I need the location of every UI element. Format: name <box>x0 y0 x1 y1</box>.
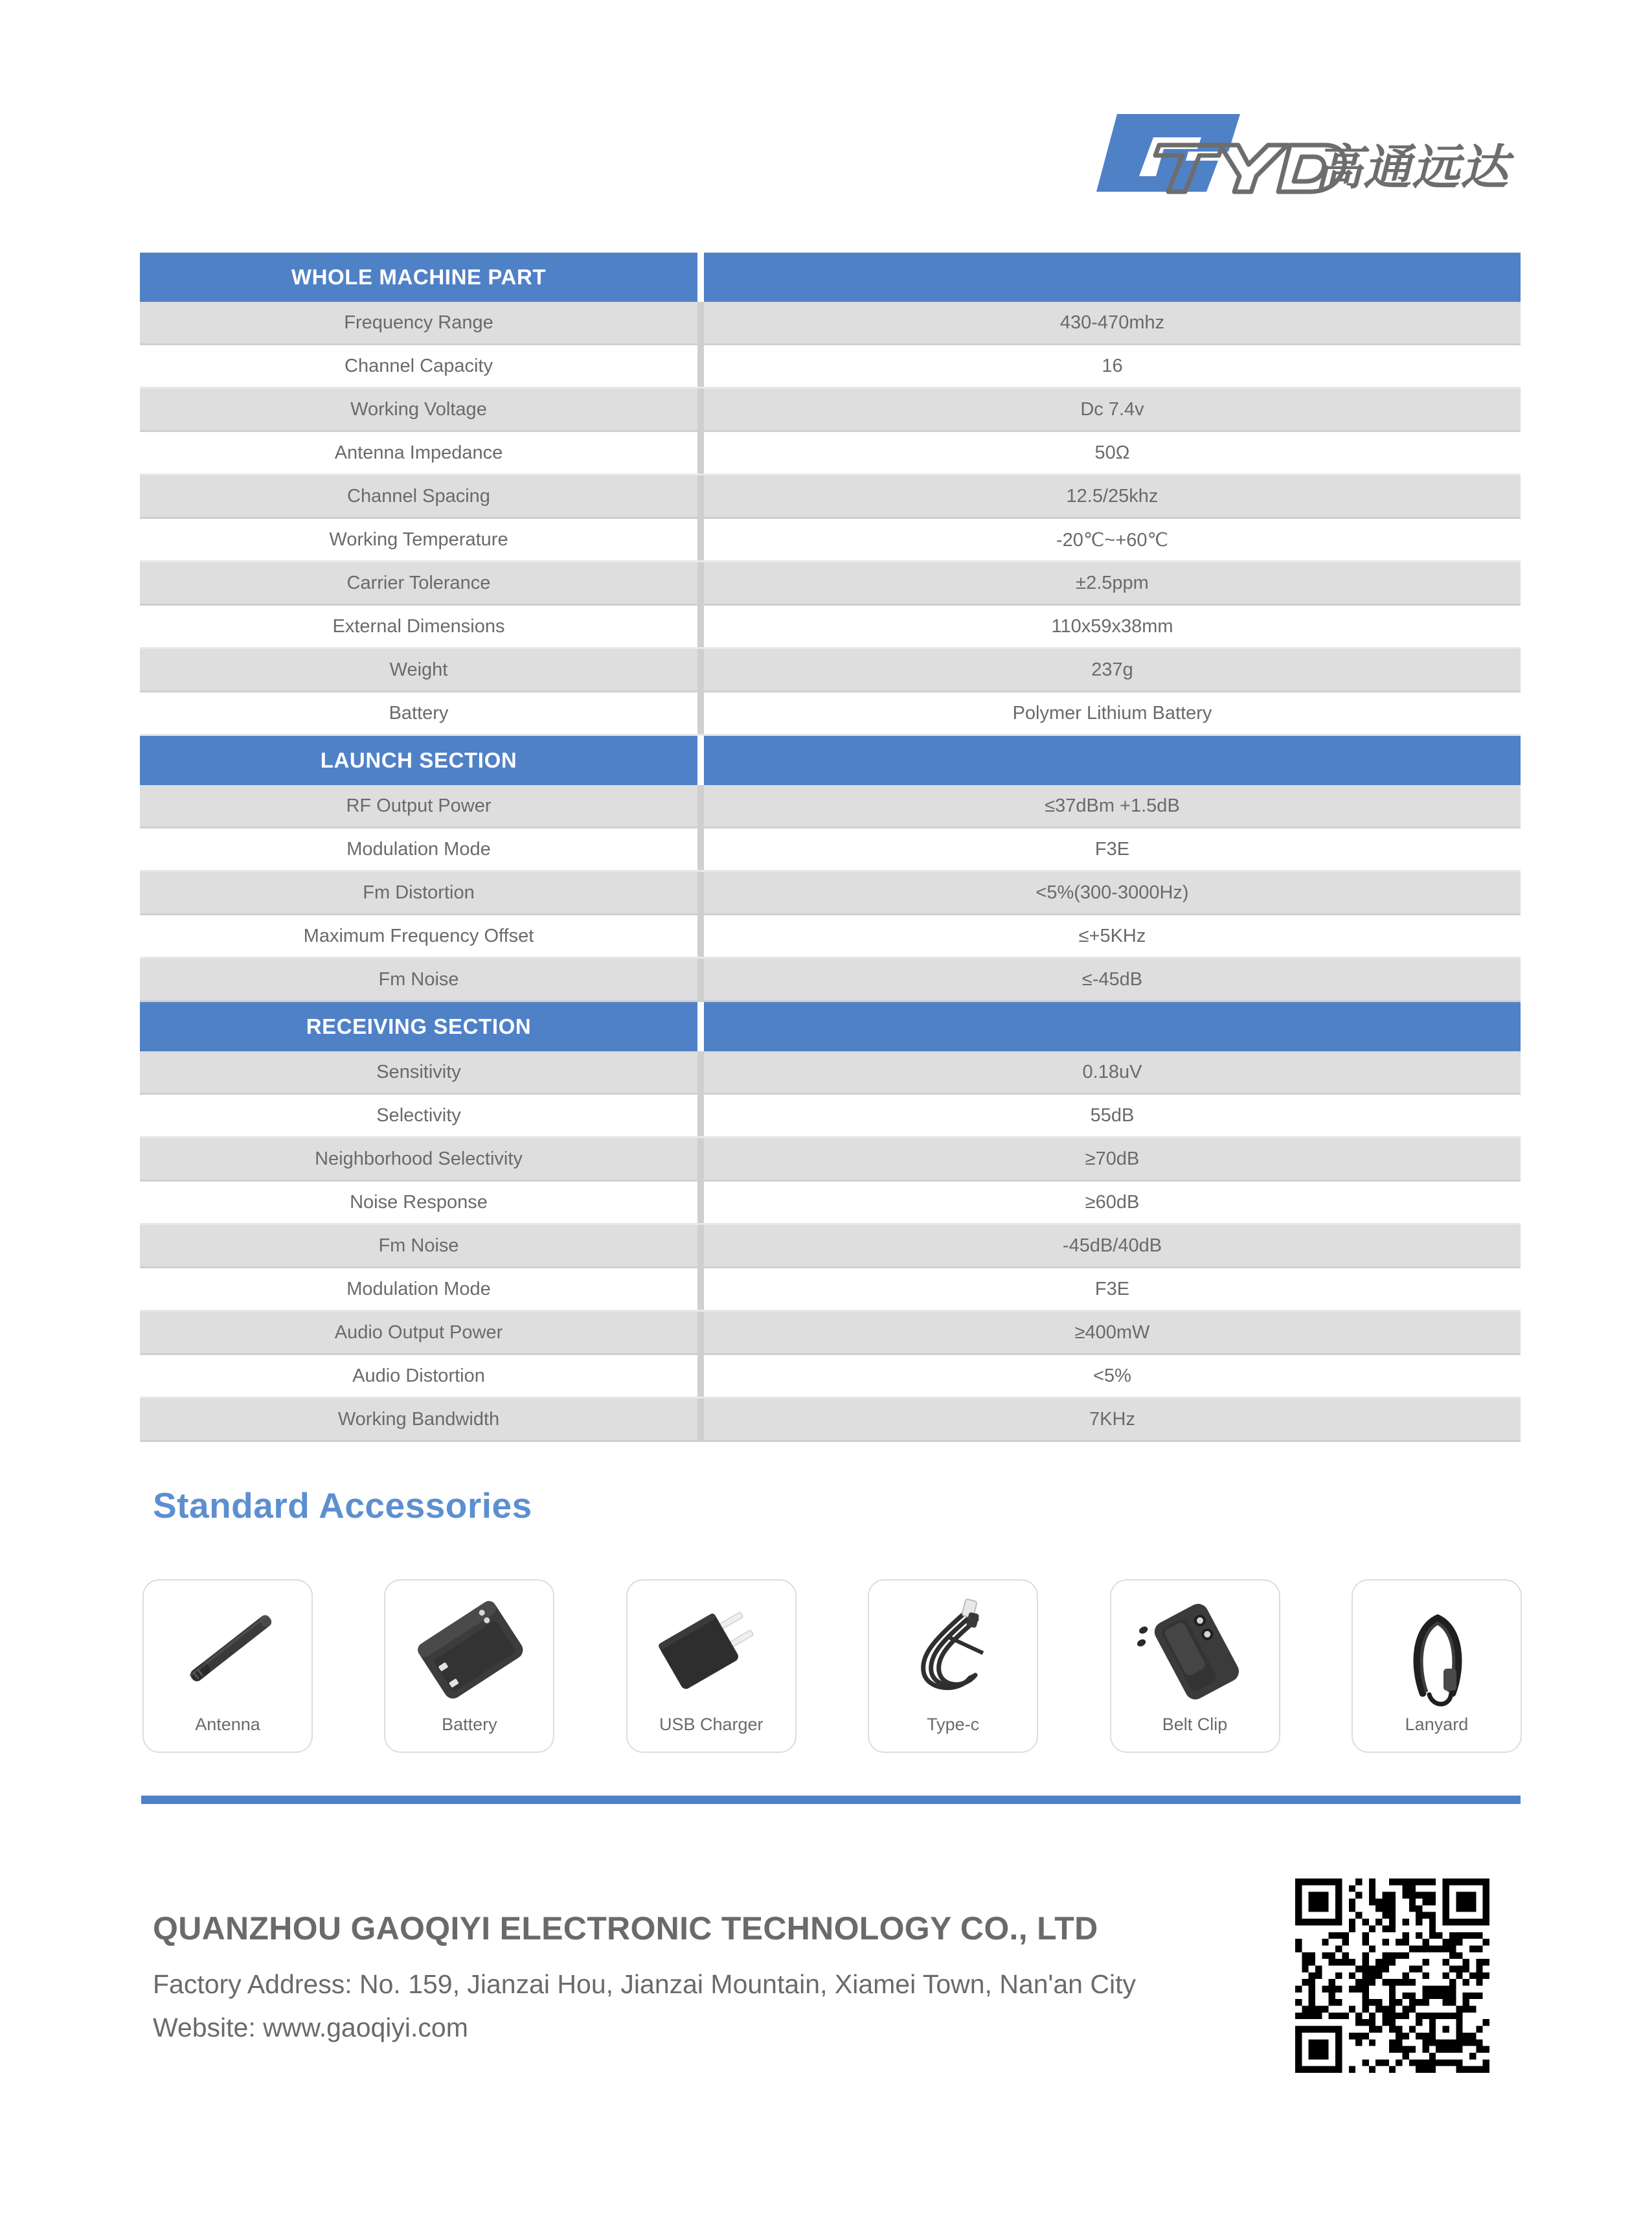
spec-value: 430-470mhz <box>704 302 1521 343</box>
spec-row <box>140 1051 1521 1095</box>
spec-value: 7KHz <box>704 1399 1521 1440</box>
spec-label: Channel Spacing <box>140 475 697 517</box>
spec-label: Working Voltage <box>140 389 697 430</box>
spec-value: ≤-45dB <box>704 959 1521 1000</box>
column-divider <box>697 692 704 734</box>
column-divider <box>697 915 704 957</box>
column-divider <box>697 253 704 302</box>
footer-divider <box>141 1796 1521 1804</box>
accessory-card[interactable] <box>1352 1579 1522 1753</box>
spec-section-title: RECEIVING SECTION <box>140 1002 697 1051</box>
spec-section-header <box>140 1002 1521 1051</box>
spec-label: Battery <box>140 692 697 734</box>
spec-value: 50Ω <box>704 432 1521 474</box>
spec-value: F3E <box>704 828 1521 870</box>
battery-image-icon <box>385 1590 553 1711</box>
column-divider <box>697 1225 704 1266</box>
accessory-label: Type-c <box>927 1715 980 1734</box>
spec-value: ≤+5KHz <box>704 915 1521 957</box>
column-divider <box>697 1138 704 1180</box>
usb-charger-image-icon <box>628 1590 795 1711</box>
spec-label: Selectivity <box>140 1095 697 1136</box>
spec-label: Fm Distortion <box>140 872 697 913</box>
spec-row <box>140 1312 1521 1355</box>
column-divider <box>697 828 704 870</box>
accessory-card[interactable] <box>1110 1579 1280 1753</box>
spec-label: Audio Distortion <box>140 1355 697 1397</box>
column-divider <box>697 562 704 604</box>
spec-row <box>140 345 1521 389</box>
spec-label: Maximum Frequency Offset <box>140 915 697 957</box>
spec-value: 0.18uV <box>704 1051 1521 1093</box>
spec-row <box>140 1182 1521 1225</box>
spec-row <box>140 1225 1521 1268</box>
column-divider <box>697 1182 704 1223</box>
qr-code-icon <box>1295 1879 1489 2073</box>
spec-row <box>140 475 1521 519</box>
spec-value: -20℃~+60℃ <box>704 519 1521 560</box>
antenna-image-icon <box>144 1590 311 1711</box>
spec-value: ±2.5ppm <box>704 562 1521 604</box>
spec-label: Weight <box>140 649 697 691</box>
spec-row <box>140 959 1521 1002</box>
spec-label: Carrier Tolerance <box>140 562 697 604</box>
spec-label: Working Temperature <box>140 519 697 560</box>
logo-chinese-text: 高通远达 <box>1315 140 1509 196</box>
column-divider <box>697 606 704 647</box>
footer-block <box>153 1910 1293 2043</box>
company-logo <box>1056 96 1509 206</box>
spec-value: 12.5/25khz <box>704 475 1521 517</box>
spec-row <box>140 692 1521 736</box>
specification-table <box>140 253 1521 1442</box>
spec-row <box>140 302 1521 345</box>
spec-value: 110x59x38mm <box>704 606 1521 647</box>
spec-row <box>140 432 1521 475</box>
column-divider <box>697 872 704 913</box>
spec-value: 55dB <box>704 1095 1521 1136</box>
column-divider <box>697 1095 704 1136</box>
spec-value: ≥70dB <box>704 1138 1521 1180</box>
spec-label: Channel Capacity <box>140 345 697 387</box>
spec-row <box>140 828 1521 872</box>
spec-row <box>140 1399 1521 1442</box>
spec-section-title: LAUNCH SECTION <box>140 736 697 785</box>
accessory-label: Battery <box>442 1715 497 1734</box>
spec-value: Polymer Lithium Battery <box>704 692 1521 734</box>
spec-row <box>140 915 1521 959</box>
spec-section-header <box>140 253 1521 302</box>
spec-row <box>140 389 1521 432</box>
spec-value: ≤37dBm +1.5dB <box>704 785 1521 827</box>
spec-section-blank <box>704 253 1521 302</box>
spec-row <box>140 872 1521 915</box>
spec-row <box>140 562 1521 606</box>
column-divider <box>697 1355 704 1397</box>
spec-value: <5%(300-3000Hz) <box>704 872 1521 913</box>
factory-address: Factory Address: No. 159, Jianzai Hou, Jianzai Mountain, Xiamei Town, Nan'an City <box>153 1969 1136 1999</box>
column-divider <box>697 785 704 827</box>
spec-label: Neighborhood Selectivity <box>140 1138 697 1180</box>
belt-clip-image-icon <box>1111 1590 1279 1711</box>
spec-label: External Dimensions <box>140 606 697 647</box>
spec-value: ≥400mW <box>704 1312 1521 1353</box>
spec-row <box>140 606 1521 649</box>
spec-label: Fm Noise <box>140 959 697 1000</box>
spec-label: Fm Noise <box>140 1225 697 1266</box>
column-divider <box>697 1312 704 1353</box>
column-divider <box>697 1399 704 1440</box>
spec-label: RF Output Power <box>140 785 697 827</box>
column-divider <box>697 1002 704 1051</box>
accessory-label: USB Charger <box>659 1715 764 1734</box>
spec-section-blank <box>704 1002 1521 1051</box>
spec-value: Dc 7.4v <box>704 389 1521 430</box>
spec-value: -45dB/40dB <box>704 1225 1521 1266</box>
column-divider <box>697 475 704 517</box>
accessory-label: Antenna <box>195 1715 260 1734</box>
spec-section-title: WHOLE MACHINE PART <box>140 253 697 302</box>
spec-section-header <box>140 736 1521 785</box>
spec-value: 237g <box>704 649 1521 691</box>
column-divider <box>697 1268 704 1310</box>
accessories-card-row <box>142 1579 1522 1753</box>
spec-label: Noise Response <box>140 1182 697 1223</box>
column-divider <box>697 345 704 387</box>
accessory-card[interactable] <box>626 1579 797 1753</box>
spec-value: F3E <box>704 1268 1521 1310</box>
accessory-card[interactable] <box>384 1579 554 1753</box>
spec-row <box>140 785 1521 828</box>
column-divider <box>697 736 704 785</box>
spec-value: 16 <box>704 345 1521 387</box>
spec-section-blank <box>704 736 1521 785</box>
column-divider <box>697 959 704 1000</box>
spec-row <box>140 1138 1521 1182</box>
accessory-label: Lanyard <box>1405 1715 1469 1734</box>
column-divider <box>697 432 704 474</box>
accessory-label: Belt Clip <box>1162 1715 1228 1734</box>
column-divider <box>697 389 704 430</box>
spec-label: Modulation Mode <box>140 1268 697 1310</box>
spec-row <box>140 519 1521 562</box>
column-divider <box>697 649 704 691</box>
spec-label: Frequency Range <box>140 302 697 343</box>
spec-value: <5% <box>704 1355 1521 1397</box>
column-divider <box>697 1051 704 1093</box>
website-line: Website: www.gaoqiyi.com <box>153 2013 468 2042</box>
spec-label: Audio Output Power <box>140 1312 697 1353</box>
column-divider <box>697 302 704 343</box>
spec-row <box>140 1095 1521 1138</box>
spec-row <box>140 649 1521 692</box>
spec-label: Working Bandwidth <box>140 1399 697 1440</box>
spec-label: Sensitivity <box>140 1051 697 1093</box>
column-divider <box>697 519 704 560</box>
spec-value: ≥60dB <box>704 1182 1521 1223</box>
accessories-heading: Standard Accessories <box>153 1485 532 1525</box>
company-name: QUANZHOU GAOQIYI ELECTRONIC TECHNOLOGY CO., LTD <box>153 1910 1098 1947</box>
spec-row <box>140 1355 1521 1399</box>
spec-row <box>140 1268 1521 1312</box>
spec-label: Modulation Mode <box>140 828 697 870</box>
type-c-cable-image-icon <box>869 1590 1037 1711</box>
spec-label: Antenna Impedance <box>140 432 697 474</box>
accessory-card[interactable] <box>142 1579 313 1753</box>
accessory-card[interactable] <box>868 1579 1038 1753</box>
lanyard-image-icon <box>1353 1590 1521 1711</box>
